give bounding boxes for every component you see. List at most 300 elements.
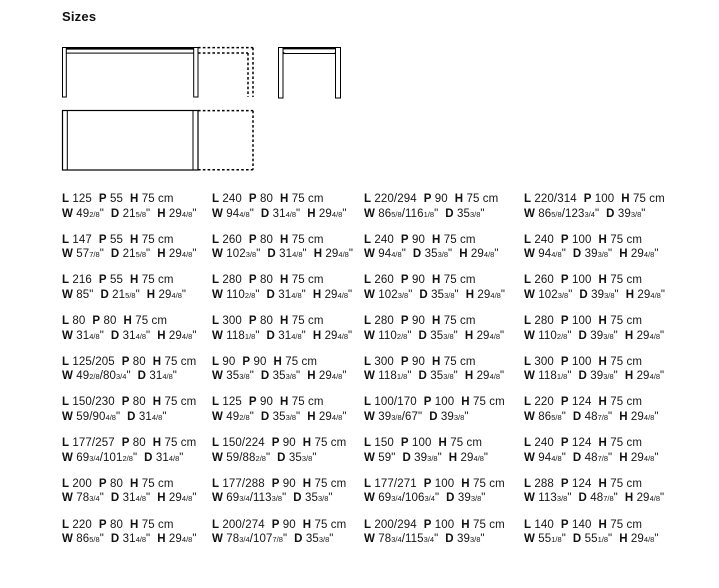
dimension-w: W 492/8/803/4" xyxy=(62,370,131,383)
dimension-d: D 353/8" xyxy=(445,207,485,220)
dimension-l: L 125/205 xyxy=(62,355,115,368)
fraction: 5/8 xyxy=(125,290,136,300)
dimension-w: W 551/8" xyxy=(524,533,566,546)
dimension-l: L 288 xyxy=(524,477,554,490)
fraction: 3/4 xyxy=(89,494,100,504)
fraction: 5/8 xyxy=(135,250,147,260)
imperial-line xyxy=(62,329,214,345)
size-entry xyxy=(212,477,364,507)
dimension-l: L 147 xyxy=(62,233,92,246)
dimension-w: W 1102/8" xyxy=(524,329,572,342)
fraction: 4/8 xyxy=(490,290,501,300)
dimension-h: H 75 cm xyxy=(152,396,197,409)
dimension-l: L 216 xyxy=(62,274,92,287)
imperial-line xyxy=(62,410,214,426)
dimension-h: H 294/8" xyxy=(465,288,506,301)
dimension-w: W 865/8/1161/8" xyxy=(364,207,439,220)
dimension-h: H 75 cm xyxy=(454,193,499,205)
dimension-w: W 944/8" xyxy=(524,248,566,261)
dimension-w: W 1181/8" xyxy=(364,370,412,383)
fraction: 4/8 xyxy=(551,453,562,463)
dimension-w: W 1023/8" xyxy=(524,288,573,301)
fraction: 4/8 xyxy=(643,250,655,260)
dimension-w: W 59/904/8" xyxy=(62,411,121,424)
metric-line xyxy=(212,395,364,410)
fraction: 3/8 xyxy=(318,535,330,545)
dimension-p: P 124 xyxy=(560,477,592,490)
fraction: 4/8 xyxy=(650,290,661,300)
metric-line xyxy=(212,355,364,370)
fraction: 3/8 xyxy=(427,453,438,463)
dimension-p: P 124 xyxy=(560,396,592,409)
dimension-h: H 75 cm xyxy=(598,315,643,328)
dimension-l: L 150/230 xyxy=(62,396,115,409)
dimension-d: D 393/8" xyxy=(578,329,618,342)
dimension-p: P 80 xyxy=(248,274,273,287)
metric-line xyxy=(212,192,364,207)
fraction: 3/8 xyxy=(285,413,297,423)
metric-line xyxy=(524,233,676,248)
fraction: 4/8 xyxy=(643,413,655,423)
metric-line xyxy=(62,273,214,288)
dimension-l: L 200/294 xyxy=(364,518,417,531)
dimension-h: H 294/8" xyxy=(157,207,197,220)
dimension-d: D 393/8" xyxy=(606,207,646,220)
imperial-line xyxy=(62,247,214,263)
metric-line xyxy=(364,192,516,207)
fraction: 3/8 xyxy=(443,331,454,341)
dimension-d: D 314/8" xyxy=(260,207,301,220)
dimension-h: H 75 cm xyxy=(598,233,643,246)
fraction: 3/8 xyxy=(317,494,329,504)
dimension-l: L 240 xyxy=(524,233,554,246)
metric-line xyxy=(62,395,214,410)
fraction: 2/8 xyxy=(244,290,256,300)
dimension-d: D 353/8" xyxy=(418,370,458,383)
dimension-h: H 75 cm xyxy=(130,477,174,490)
fraction: 4/8 xyxy=(489,331,500,341)
dimension-h: H 75 cm xyxy=(302,518,347,531)
fraction: 4/8 xyxy=(331,372,343,382)
size-entry xyxy=(62,436,214,466)
dimension-p: P 80 xyxy=(248,193,273,205)
metric-line xyxy=(364,314,516,329)
size-entry xyxy=(524,395,676,425)
fraction: 3/4 xyxy=(391,494,402,504)
fraction: 4/8 xyxy=(239,209,250,219)
size-entry xyxy=(62,395,214,425)
drawing-front-view-extendable xyxy=(62,48,253,98)
dimension-w: W 59" xyxy=(364,451,396,464)
dimension-h: H 75 cm xyxy=(280,193,324,205)
dimension-w: W 1102/8" xyxy=(364,329,412,342)
fraction: 4/8 xyxy=(181,535,193,545)
fraction: 7/8 xyxy=(597,453,609,463)
fraction: 3/8 xyxy=(443,372,454,382)
dimension-p: P 90 xyxy=(271,518,296,531)
fraction: 3/8 xyxy=(469,535,481,545)
dimension-p: P 140 xyxy=(560,518,592,531)
size-entry xyxy=(364,273,516,303)
dimension-p: P 100 xyxy=(560,355,592,368)
dimension-p: P 90 xyxy=(400,315,425,328)
size-entry xyxy=(62,518,214,548)
fraction: 4/8 xyxy=(649,331,660,341)
fraction: 4/8 xyxy=(89,331,100,341)
dimension-h: H 75 cm xyxy=(598,396,643,409)
size-entry xyxy=(212,192,364,222)
imperial-line xyxy=(524,369,676,385)
fraction: 3/4 xyxy=(116,372,127,382)
fraction: 2/8 xyxy=(239,413,250,423)
dimension-h: H 294/8" xyxy=(307,411,347,424)
fraction: 1/8 xyxy=(396,372,408,382)
dimension-d: D 393/8" xyxy=(429,411,469,424)
dimension-l: L 90 xyxy=(212,355,236,368)
imperial-line xyxy=(212,532,364,548)
dimension-h: H 294/8" xyxy=(459,248,499,261)
dimension-d: D 314/8" xyxy=(137,370,177,383)
fraction: 4/8 xyxy=(649,494,660,504)
dimension-w: W 1133/8" xyxy=(524,492,572,505)
fraction: 4/8 xyxy=(391,250,402,260)
imperial-line xyxy=(524,288,676,304)
dimension-h: H 75 cm xyxy=(302,477,347,490)
fraction: 3/8 xyxy=(239,372,250,382)
dimension-h: H 294/8" xyxy=(157,329,197,342)
fraction: 4/8 xyxy=(337,290,348,300)
extension-dashed-outline xyxy=(198,111,253,170)
dimension-d: D 487/8" xyxy=(572,411,613,424)
dimension-h: H 75 cm xyxy=(152,437,197,450)
size-entry xyxy=(524,355,676,385)
dimension-p: P 80 xyxy=(248,233,273,246)
size-entry xyxy=(524,436,676,466)
dimension-h: H 294/8" xyxy=(624,492,665,505)
dimension-h: H 294/8" xyxy=(625,288,666,301)
dimension-w: W 944/8" xyxy=(524,451,566,464)
dimension-l: L 220 xyxy=(62,518,92,531)
dimension-p: P 90 xyxy=(400,233,425,246)
imperial-line xyxy=(62,451,214,467)
size-entry xyxy=(364,395,516,425)
fraction: 4/8 xyxy=(151,413,163,423)
dimension-l: L 177/288 xyxy=(212,477,265,490)
dimension-h: H 75 cm xyxy=(432,355,476,368)
size-column-2 xyxy=(212,192,364,558)
dimension-d: D 353/8" xyxy=(260,370,301,383)
fraction: 3/8 xyxy=(271,494,283,504)
fraction: 4/8 xyxy=(473,453,484,463)
dimension-h: H 75 cm xyxy=(432,233,476,246)
metric-line xyxy=(212,518,364,533)
fraction: 4/8 xyxy=(331,413,343,423)
size-entry xyxy=(212,273,364,303)
dimension-d: D 215/8" xyxy=(110,207,151,220)
size-entry xyxy=(62,314,214,344)
dimension-h: H 294/8" xyxy=(157,492,197,505)
imperial-line xyxy=(364,491,516,507)
fraction: 4/8 xyxy=(105,413,116,423)
dimension-l: L 177/271 xyxy=(364,477,417,490)
size-entry xyxy=(212,233,364,263)
fraction: 7/8 xyxy=(597,413,609,423)
metric-line xyxy=(62,233,214,248)
dimension-p: P 124 xyxy=(560,437,592,450)
dimension-l: L 260 xyxy=(212,233,242,246)
dimension-d: D 487/8" xyxy=(578,492,618,505)
metric-line xyxy=(62,314,214,329)
dimension-h: H 75 cm xyxy=(461,518,505,531)
dimension-h: H 294/8" xyxy=(157,533,197,546)
dimension-p: P 90 xyxy=(400,274,425,287)
dimension-l: L 280 xyxy=(524,315,554,328)
size-entry xyxy=(524,233,676,263)
imperial-line xyxy=(212,410,364,426)
dimension-d: D 215/8" xyxy=(100,288,140,301)
imperial-line xyxy=(62,207,214,223)
imperial-line xyxy=(212,288,364,304)
fraction: 3/8 xyxy=(301,453,313,463)
size-entry xyxy=(364,436,516,466)
dimension-p: P 55 xyxy=(98,274,123,287)
dimension-l: L 220 xyxy=(524,396,554,409)
fraction: 1/8 xyxy=(556,372,568,382)
page-title: Sizes xyxy=(62,9,97,24)
dimension-l: L 260 xyxy=(524,274,554,287)
dimension-h: H 75 cm xyxy=(130,518,174,531)
metric-line xyxy=(524,273,676,288)
dimension-d: D 551/8" xyxy=(572,533,613,546)
fraction: 4/8 xyxy=(331,209,343,219)
dimension-l: L 177/257 xyxy=(62,437,115,450)
dimension-w: W 1102/8" xyxy=(212,288,260,301)
dimension-l: L 125 xyxy=(212,396,242,409)
fraction: 3/8 xyxy=(470,494,482,504)
dimension-d: D 487/8" xyxy=(572,451,613,464)
dimension-h: H 75 cm xyxy=(130,233,174,246)
dimension-h: H 75 cm xyxy=(598,477,643,490)
dimension-w: W 492/8" xyxy=(212,411,254,424)
dimension-l: L 150 xyxy=(364,437,394,450)
dimension-l: L 300 xyxy=(524,355,554,368)
dimension-h: H 75 cm xyxy=(621,193,665,205)
fraction: 4/8 xyxy=(285,209,297,219)
imperial-line xyxy=(364,207,516,223)
size-entry xyxy=(212,518,364,548)
imperial-line xyxy=(212,491,364,507)
fraction: 2/8 xyxy=(396,331,408,341)
size-entry xyxy=(212,355,364,385)
dimension-d: D 393/8" xyxy=(446,492,486,505)
dimension-h: H 75 cm xyxy=(280,233,324,246)
fraction: 3/8 xyxy=(604,290,615,300)
dimension-w: W 944/8" xyxy=(212,207,254,220)
size-entry xyxy=(62,233,214,263)
dimension-w: W 783/4/1153/4" xyxy=(364,533,439,546)
metric-line xyxy=(364,477,516,492)
dimension-d: D 314/8" xyxy=(110,533,151,546)
imperial-line xyxy=(212,247,364,263)
dimension-w: W 693/4/1063/4" xyxy=(364,492,440,505)
size-entry xyxy=(62,273,214,303)
dimension-p: P 80 xyxy=(121,355,146,368)
fraction: 5/8 xyxy=(89,535,100,545)
dimension-h: H 294/8" xyxy=(313,248,354,261)
fraction: 7/8 xyxy=(603,494,614,504)
dimension-d: D 314/8" xyxy=(266,329,306,342)
fraction: 3/4 xyxy=(239,494,250,504)
fraction: 4/8 xyxy=(162,372,173,382)
drawing-top-view-extendable xyxy=(63,111,254,171)
dimension-p: P 80 xyxy=(121,396,146,409)
dimension-w: W 1181/8" xyxy=(212,329,260,342)
dimension-h: H 75 cm xyxy=(280,396,324,409)
fraction: 1/8 xyxy=(551,535,562,545)
imperial-line xyxy=(524,451,676,467)
dimension-w: W 1023/8" xyxy=(364,288,413,301)
imperial-line xyxy=(364,329,516,345)
fraction: 4/8 xyxy=(489,372,500,382)
dimension-p: P 100 xyxy=(423,477,455,490)
dimension-h: H 75 cm xyxy=(152,355,197,368)
dimension-h: H 75 cm xyxy=(461,477,505,490)
metric-line xyxy=(62,192,214,207)
fraction: 3/8 xyxy=(437,250,449,260)
dimension-l: L 240 xyxy=(212,193,242,205)
fraction: 3/4 xyxy=(584,209,595,219)
fraction: 4/8 xyxy=(643,535,655,545)
dimension-d: D 353/8" xyxy=(419,288,459,301)
dimension-p: P 90 xyxy=(400,355,425,368)
size-entry xyxy=(212,395,364,425)
dimension-p: P 90 xyxy=(248,396,273,409)
dimension-p: P 80 xyxy=(248,315,273,328)
fraction: 3/4 xyxy=(239,535,250,545)
metric-line xyxy=(62,518,214,533)
metric-line xyxy=(212,436,364,451)
dimension-p: P 90 xyxy=(242,355,267,368)
fraction: 3/8 xyxy=(469,209,481,219)
dimension-l: L 80 xyxy=(62,315,86,328)
dimension-p: P 55 xyxy=(98,193,123,205)
fraction: 5/8 xyxy=(551,413,562,423)
dimension-h: H 294/8" xyxy=(619,411,659,424)
dimension-h: H 75 cm xyxy=(123,315,168,328)
fraction: 3/8 xyxy=(397,290,409,300)
dimension-l: L 140 xyxy=(524,518,554,531)
fraction: 2/8 xyxy=(122,453,133,463)
size-entry xyxy=(212,436,364,466)
metric-line xyxy=(212,273,364,288)
dimension-p: P 90 xyxy=(423,193,448,205)
dimension-h: H 75 cm xyxy=(461,396,505,409)
fraction: 3/8 xyxy=(597,250,609,260)
dimension-w: W 59/882/8" xyxy=(212,451,271,464)
dimension-p: P 100 xyxy=(560,315,592,328)
dimension-h: H 294/8" xyxy=(619,451,659,464)
dimension-h: H 75 cm xyxy=(598,355,643,368)
fraction: 4/8 xyxy=(135,331,147,341)
metric-line xyxy=(62,355,214,370)
fraction: 4/8 xyxy=(483,250,495,260)
metric-line xyxy=(364,436,516,451)
imperial-line xyxy=(524,207,676,223)
fraction: 1/8 xyxy=(244,331,256,341)
dimension-d: D 353/8" xyxy=(412,248,453,261)
metric-line xyxy=(524,314,676,329)
fraction: 4/8 xyxy=(292,250,303,260)
dimension-h: H 75 cm xyxy=(432,315,476,328)
dimension-d: D 393/8" xyxy=(445,533,485,546)
fraction: 1/8 xyxy=(597,535,609,545)
size-column-4 xyxy=(524,192,676,558)
dimension-h: H 294/8" xyxy=(619,533,659,546)
dimension-d: D 353/8" xyxy=(277,451,317,464)
dimension-w: W 693/4/1133/8" xyxy=(212,492,287,505)
dimension-h: H 75 cm xyxy=(280,315,324,328)
dimension-h: H 75 cm xyxy=(130,193,174,205)
fraction: 3/8 xyxy=(557,290,569,300)
dimension-p: P 90 xyxy=(271,477,296,490)
dimension-h: H 294/8" xyxy=(146,288,187,301)
fraction: 7/8 xyxy=(272,535,283,545)
dimension-l: L 260 xyxy=(364,274,394,287)
dimension-h: H 75 cm xyxy=(432,274,476,287)
imperial-line xyxy=(364,247,516,263)
imperial-line xyxy=(212,451,364,467)
imperial-line xyxy=(524,532,676,548)
dimension-h: H 75 cm xyxy=(302,437,347,450)
fraction: 3/8 xyxy=(391,413,402,423)
metric-line xyxy=(62,477,214,492)
metric-line xyxy=(212,477,364,492)
size-entry xyxy=(364,355,516,385)
imperial-line xyxy=(364,369,516,385)
extension-dashed-outline xyxy=(198,48,253,97)
dimension-w: W 693/4/1012/8" xyxy=(62,451,138,464)
dimension-l: L 125 xyxy=(62,193,92,205)
size-entry xyxy=(524,518,676,548)
dimension-p: P 80 xyxy=(98,477,123,490)
dimension-h: H 294/8" xyxy=(624,329,665,342)
size-entry xyxy=(364,477,516,507)
imperial-line xyxy=(524,329,676,345)
dimension-h: H 75 cm xyxy=(598,274,643,287)
dimension-w: W 865/8" xyxy=(524,411,566,424)
fraction: 5/8 xyxy=(391,209,402,219)
fraction: 4/8 xyxy=(551,250,562,260)
size-entry xyxy=(524,273,676,303)
dimension-d: D 314/8" xyxy=(267,248,307,261)
metric-line xyxy=(364,273,516,288)
metric-line xyxy=(524,518,676,533)
dimension-l: L 220/294 xyxy=(364,193,417,205)
dimension-w: W 314/8" xyxy=(62,329,104,342)
fraction: 4/8 xyxy=(291,331,302,341)
dimension-d: D 314/8" xyxy=(110,492,151,505)
size-entry xyxy=(364,518,516,548)
dimension-w: W 492/8" xyxy=(62,207,104,220)
dimension-w: W 1181/8" xyxy=(524,370,572,383)
dimension-p: P 100 xyxy=(423,396,455,409)
fraction: 3/8 xyxy=(603,331,614,341)
metric-line xyxy=(364,233,516,248)
dimension-l: L 200 xyxy=(62,477,92,490)
dimension-d: D 353/8" xyxy=(293,492,333,505)
imperial-line xyxy=(212,369,364,385)
dimension-h: H 75 cm xyxy=(280,274,324,287)
